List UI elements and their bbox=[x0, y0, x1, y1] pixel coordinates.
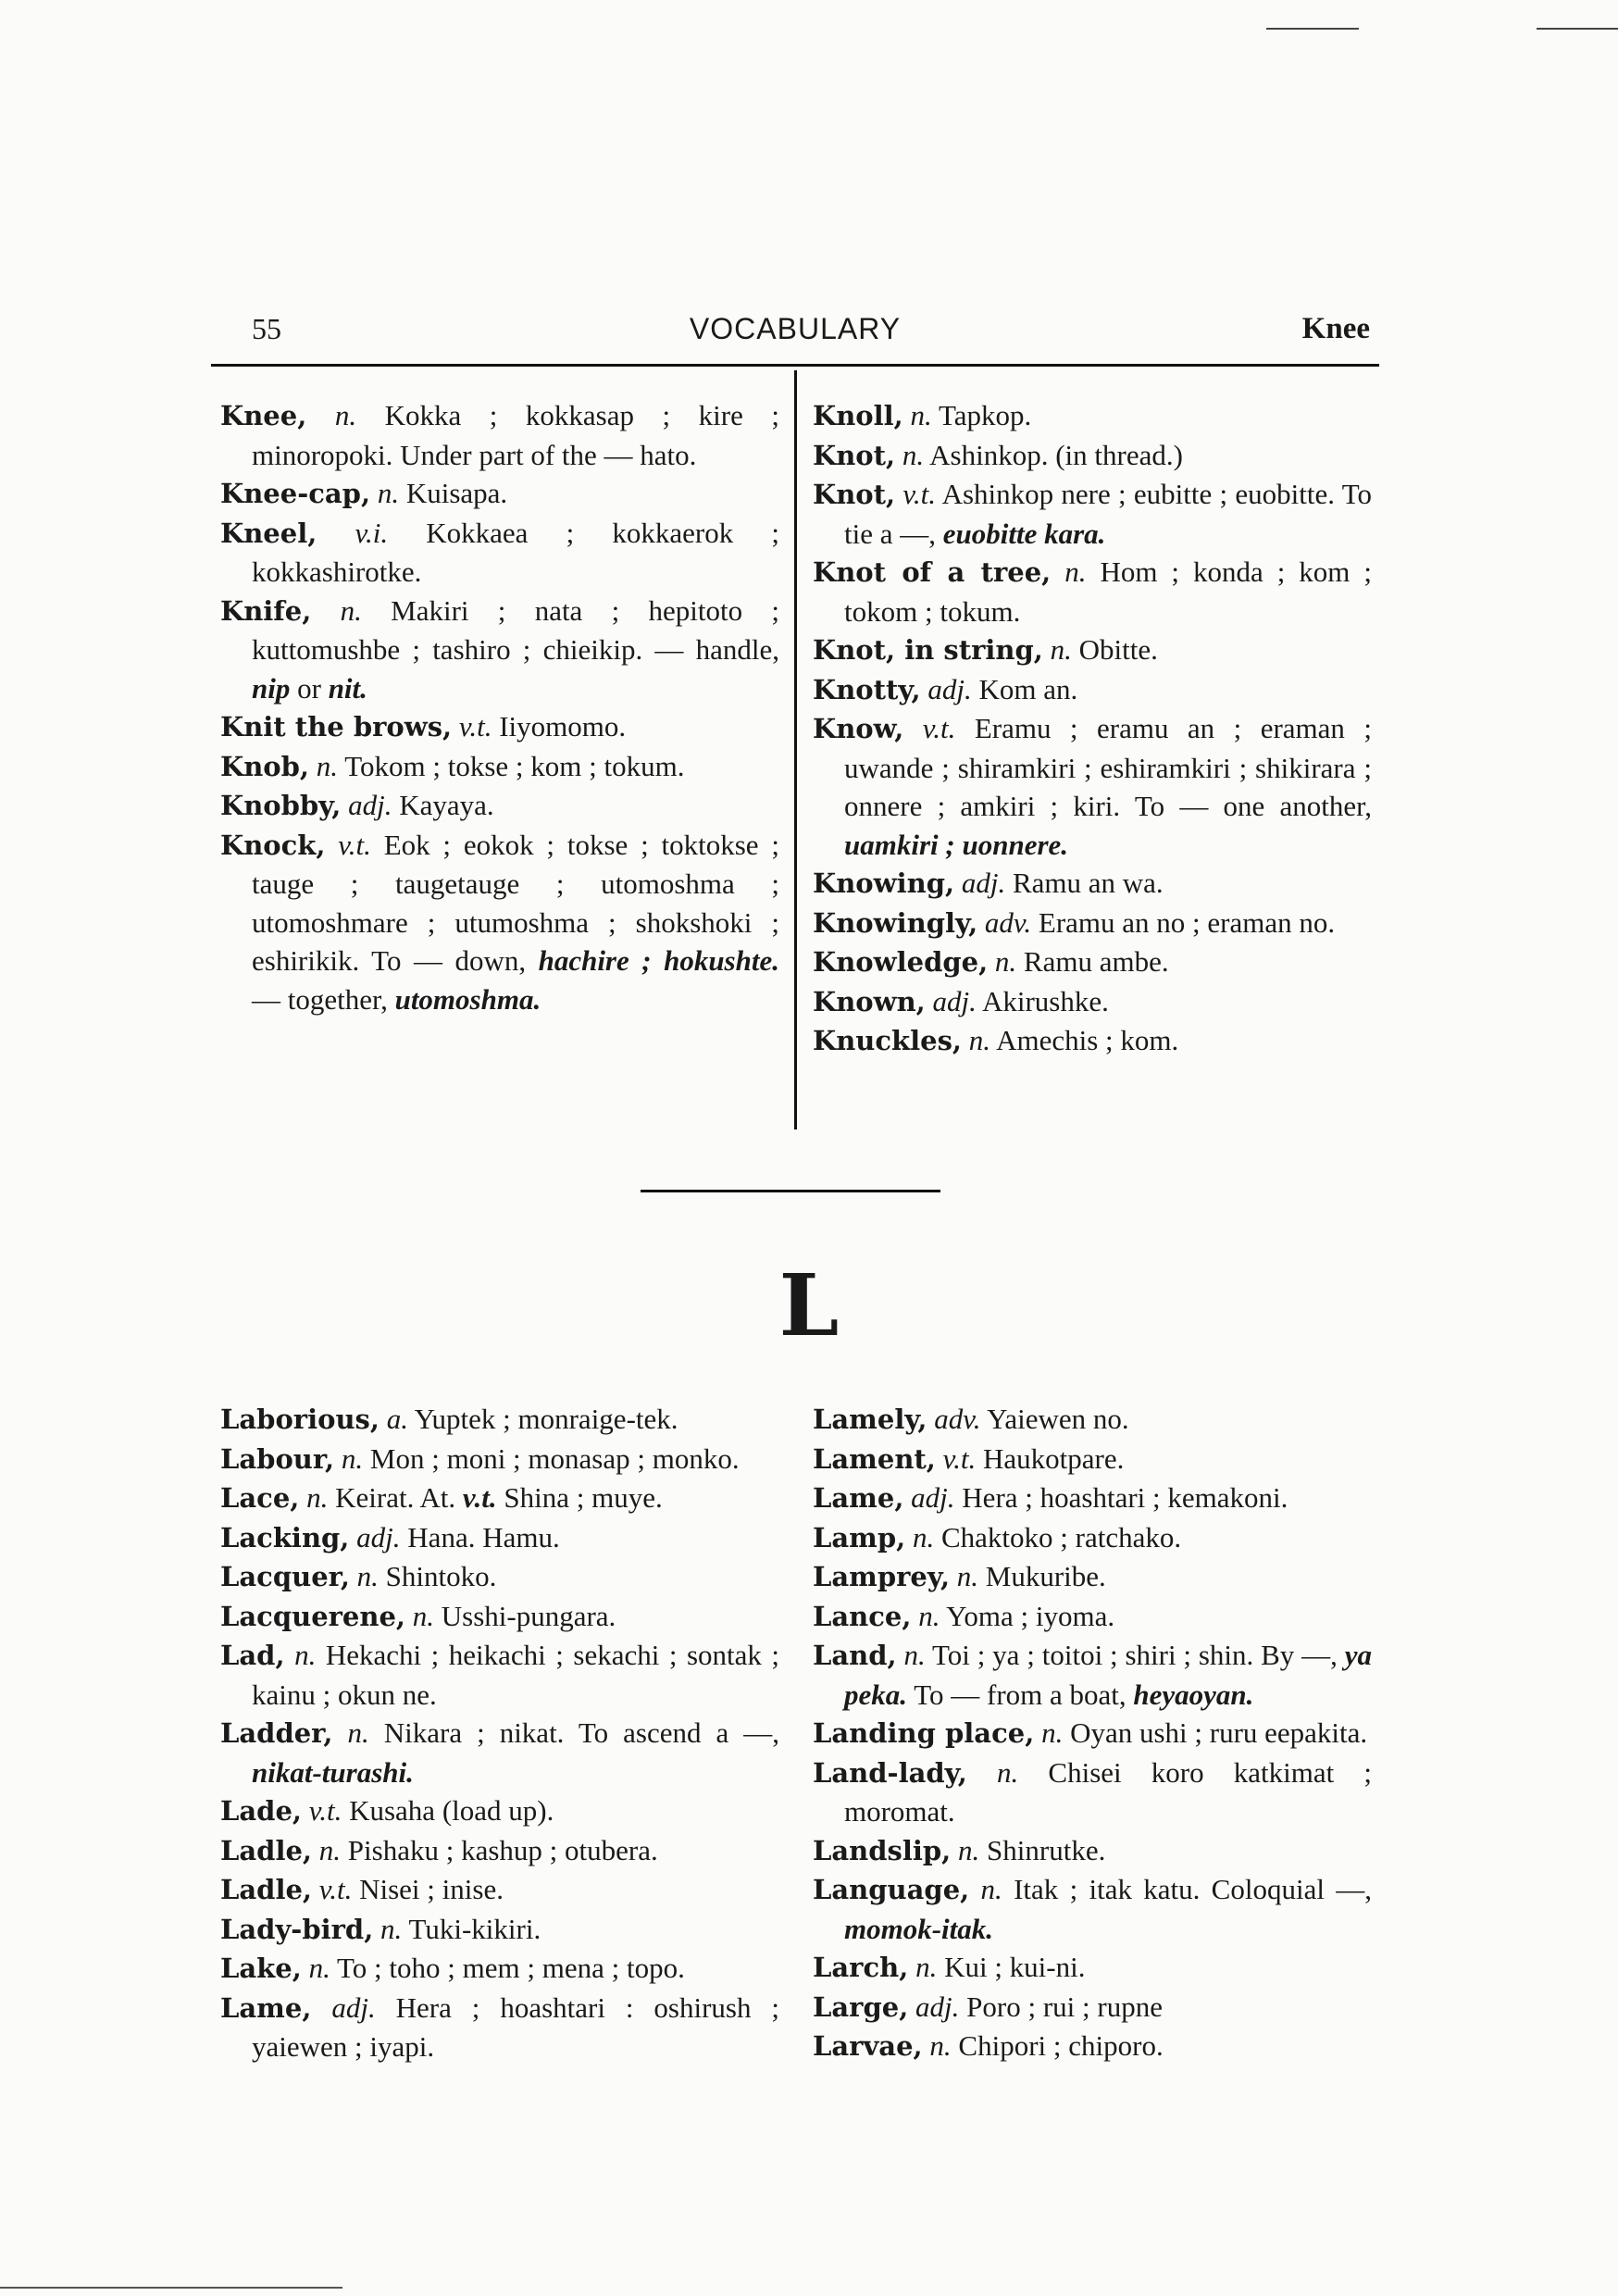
entry-part-of-speech: n. bbox=[958, 1833, 980, 1866]
entry-definition: Ramu an wa. bbox=[1012, 867, 1164, 899]
entry-headword: Knot, bbox=[813, 439, 896, 471]
footer-rule bbox=[0, 2287, 342, 2289]
entry-part-of-speech: v.t. bbox=[942, 1441, 977, 1475]
entry-part-of-speech: n. bbox=[316, 749, 339, 782]
entry-definition: Hom ; konda ; kom ; tokom ; tokum. bbox=[844, 555, 1372, 628]
entry-headword: Knock, bbox=[220, 829, 326, 861]
dictionary-entry bbox=[220, 474, 779, 514]
entry-part-of-speech: n. bbox=[412, 1599, 435, 1632]
dictionary-entry bbox=[220, 396, 779, 474]
entry-definition: Kayaya. bbox=[399, 789, 494, 821]
entry-headword: Knoll, bbox=[813, 400, 903, 431]
entry-part-of-speech: adj. bbox=[911, 1481, 955, 1514]
entry-definition: Yaiewen no. bbox=[987, 1403, 1129, 1435]
entry-definition: Amechis ; kom. bbox=[996, 1024, 1179, 1056]
entry-definition: Hana. Hamu. bbox=[407, 1520, 560, 1554]
k-left-column bbox=[220, 396, 779, 1018]
dictionary-entry bbox=[813, 1714, 1372, 1753]
entry-part-of-speech: n. bbox=[1064, 555, 1087, 588]
dictionary-entry bbox=[813, 2027, 1372, 2066]
entry-part-of-speech: n. bbox=[340, 593, 362, 627]
entry-part-of-speech: v.t. bbox=[318, 1873, 353, 1905]
dictionary-entry bbox=[813, 1518, 1372, 1558]
entry-italic: utomoshma. bbox=[394, 982, 541, 1016]
entry-definition-cont: Shina ; muye. bbox=[504, 1481, 663, 1514]
entry-definition: Kusaha (load up). bbox=[349, 1794, 554, 1827]
entry-definition: Usshi-pungara. bbox=[441, 1599, 616, 1632]
dictionary-entry bbox=[220, 1949, 779, 1989]
dictionary-entry bbox=[813, 630, 1372, 670]
entry-part-of-speech: n. bbox=[1041, 1716, 1064, 1749]
entry-part-of-speech: adj. bbox=[932, 984, 977, 1017]
entry-italic: euobitte kara. bbox=[942, 517, 1106, 550]
dictionary-entry bbox=[813, 1831, 1372, 1871]
dictionary-entry bbox=[813, 982, 1372, 1022]
dictionary-entry bbox=[813, 1021, 1372, 1061]
dictionary-entry bbox=[813, 1400, 1372, 1440]
entry-definition: Mon ; moni ; monasap ; monko. bbox=[369, 1441, 740, 1475]
entry-definition: Hera ; hoashtari ; kemakoni. bbox=[962, 1481, 1288, 1514]
entry-headword: Knuckles, bbox=[813, 1025, 963, 1056]
dictionary-entry bbox=[813, 864, 1372, 904]
dictionary-entry bbox=[220, 1557, 779, 1597]
entry-italic: heyaoyan. bbox=[1133, 1678, 1254, 1711]
entry-headword: Knot of a tree, bbox=[813, 556, 1052, 588]
entry-part-of-speech: n. bbox=[294, 1639, 317, 1671]
entry-headword: Lad, bbox=[220, 1640, 285, 1671]
entry-headword: Lace, bbox=[220, 1482, 300, 1514]
entry-definition: Tuki-kikiri. bbox=[408, 1912, 541, 1945]
l-right-column bbox=[813, 1400, 1372, 2066]
entry-part-of-speech: n. bbox=[915, 1951, 938, 1983]
entry-headword: Known, bbox=[813, 985, 926, 1017]
dictionary-entry bbox=[813, 1988, 1372, 2028]
entry-part-of-speech: n. bbox=[929, 2029, 952, 2062]
entry-part-of-speech: a. bbox=[386, 1403, 408, 1435]
entry-definition: Ashinkop nere ; eubitte ; euobitte. To tie a —, bbox=[844, 478, 1373, 550]
entry-definition: Poro ; rui ; rupne bbox=[966, 1990, 1163, 2023]
entry-part-of-speech: adj. bbox=[927, 672, 972, 705]
entry-definition: Eramu ; eramu an ; eraman ; uwande ; shiramkiri ; eshiramkiri ; shikirara ; onnere ; amkiri ; kiri. To — one another, bbox=[844, 712, 1373, 822]
entry-definition: Ramu ambe. bbox=[1023, 945, 1169, 978]
entry-part-of-speech: n. bbox=[356, 1560, 379, 1592]
entry-headword: Landslip, bbox=[813, 1834, 952, 1866]
entry-definition: Mukuribe. bbox=[985, 1560, 1106, 1592]
dictionary-entry bbox=[813, 1479, 1372, 1518]
entry-italic: uamkiri ; uonnere. bbox=[844, 828, 1069, 861]
dictionary-entry bbox=[220, 1518, 779, 1558]
entry-definition: Oyan ushi ; ruru eepakita. bbox=[1070, 1716, 1368, 1749]
entry-definition: Kom an. bbox=[978, 672, 1078, 705]
entry-definition: Eramu an no ; eraman no. bbox=[1038, 905, 1336, 939]
top-rule-2 bbox=[1537, 28, 1618, 30]
entry-definition: Kokkaea ; kokkaerok ; kokkashirotke. bbox=[252, 516, 780, 588]
entry-definition: Akirushke. bbox=[981, 984, 1109, 1017]
running-header bbox=[211, 307, 1379, 350]
entry-headword: Lady-bird, bbox=[220, 1913, 374, 1945]
dictionary-entry bbox=[220, 1597, 779, 1637]
dictionary-entry bbox=[813, 475, 1372, 553]
entry-part-of-speech: v.i. bbox=[355, 516, 389, 549]
entry-part-of-speech: n. bbox=[997, 1755, 1019, 1789]
entry-definition: Tapkop. bbox=[938, 399, 1032, 431]
dictionary-entry bbox=[813, 904, 1372, 943]
entry-headword: Lament, bbox=[813, 1442, 936, 1475]
entry-part-of-speech: n. bbox=[994, 945, 1017, 978]
entry-headword: Ladle, bbox=[220, 1834, 313, 1866]
entry-italic: nit. bbox=[328, 671, 367, 705]
dictionary-entry bbox=[220, 707, 779, 747]
entry-part-of-speech: n. bbox=[956, 1560, 979, 1592]
entry-headword: Knowing, bbox=[813, 867, 955, 899]
entry-definition: Yoma ; iyoma. bbox=[946, 1599, 1115, 1632]
page-title: VOCABULARY bbox=[689, 312, 902, 345]
dictionary-entry bbox=[813, 1870, 1372, 1948]
dictionary-entry bbox=[813, 1440, 1372, 1479]
entry-italic: nip bbox=[252, 671, 291, 705]
dictionary-entry bbox=[220, 1831, 779, 1871]
dictionary-entry bbox=[220, 747, 779, 787]
entry-definition: Chipori ; chiporo. bbox=[958, 2029, 1164, 2062]
entry-part-of-speech: n. bbox=[903, 1639, 926, 1671]
entry-definition: To ; toho ; mem ; mena ; topo. bbox=[337, 1952, 685, 1984]
entry-part-of-speech: v.t. bbox=[902, 478, 936, 510]
entry-headword: Lame, bbox=[813, 1482, 904, 1514]
dictionary-entry bbox=[220, 514, 779, 592]
entry-headword: Lance, bbox=[813, 1600, 912, 1632]
dictionary-entry bbox=[813, 553, 1372, 630]
entry-headword: Knowledge, bbox=[813, 946, 989, 978]
entry-headword: Ladder, bbox=[220, 1717, 333, 1749]
entry-definition: Toi ; ya ; toitoi ; shiri ; shin. By —, bbox=[932, 1639, 1338, 1671]
entry-part-of-speech: n. bbox=[377, 477, 400, 509]
entry-headword: Lamp, bbox=[813, 1521, 906, 1554]
entry-part-of-speech: n. bbox=[968, 1024, 991, 1056]
entry-definition: Shinrutke. bbox=[987, 1833, 1106, 1866]
entry-headword: Larvae, bbox=[813, 2030, 923, 2062]
page-number: 55 bbox=[252, 312, 281, 345]
entry-definition: Pishaku ; kashup ; otubera. bbox=[347, 1833, 658, 1866]
entry-headword: Lade, bbox=[220, 1795, 303, 1827]
k-column-divider bbox=[794, 370, 797, 1129]
entry-part-of-speech: n. bbox=[380, 1912, 403, 1945]
entry-part-of-speech: n. bbox=[913, 1520, 935, 1554]
entry-part-of-speech: adv. bbox=[984, 905, 1032, 939]
entry-definition: Yuptek ; monraige-tek. bbox=[414, 1403, 678, 1435]
dictionary-entry bbox=[220, 1400, 779, 1440]
entry-definition: Kokka ; kokkasap ; kire ; minoropoki. Under part of the — hato. bbox=[252, 399, 780, 471]
dictionary-entry bbox=[813, 1948, 1372, 1988]
entry-definition: Nikara ; nikat. To ascend a —, bbox=[383, 1716, 780, 1749]
entry-part-of-speech: adj. bbox=[961, 867, 1006, 899]
entry-part-of-speech: v.t. bbox=[308, 1794, 342, 1827]
entry-part-of-speech: adv. bbox=[934, 1403, 981, 1435]
entry-headword: Lamely, bbox=[813, 1404, 927, 1435]
entry-headword: Lamprey, bbox=[813, 1561, 951, 1592]
dictionary-entry bbox=[220, 1636, 779, 1714]
entry-headword: Knee, bbox=[220, 400, 307, 431]
dictionary-entry bbox=[220, 1714, 779, 1791]
entry-part-of-speech: n. bbox=[1050, 633, 1072, 666]
entry-part-of-speech: n. bbox=[334, 399, 357, 431]
entry-part-of-speech: n. bbox=[347, 1716, 369, 1749]
dictionary-entry bbox=[813, 709, 1372, 864]
entry-part-of-speech: adj. bbox=[356, 1520, 401, 1554]
dictionary-entry bbox=[813, 396, 1372, 436]
entry-headword: Ladle, bbox=[220, 1874, 313, 1905]
entry-definition: Hera ; hoashtari : oshirush ; yaiewen ; iyapi. bbox=[252, 1990, 780, 2063]
dictionary-entry bbox=[813, 1636, 1372, 1714]
entry-headword: Lacquer, bbox=[220, 1561, 350, 1592]
entry-headword: Knobby, bbox=[220, 790, 342, 821]
entry-definition: Chisei koro katkimat ; moromat. bbox=[844, 1755, 1372, 1828]
entry-headword: Language, bbox=[813, 1874, 970, 1905]
dictionary-entry bbox=[813, 942, 1372, 982]
entry-definition: Tokom ; tokse ; kom ; tokum. bbox=[344, 749, 685, 782]
l-left-column bbox=[220, 1400, 779, 2066]
entry-part-of-speech: n. bbox=[980, 1873, 1002, 1905]
entry-headword: Large, bbox=[813, 1990, 909, 2023]
dictionary-entry bbox=[813, 1597, 1372, 1637]
entry-part-of-speech: n. bbox=[902, 438, 925, 471]
entry-headword: Land-lady, bbox=[813, 1756, 967, 1789]
entry-headword: Knee-cap, bbox=[220, 478, 371, 509]
entry-headword: Landing place, bbox=[813, 1717, 1035, 1749]
dictionary-entry bbox=[220, 1791, 779, 1831]
entry-italic: nikat-turashi. bbox=[252, 1755, 414, 1789]
dictionary-entry bbox=[813, 670, 1372, 710]
section-letter: L bbox=[778, 1255, 840, 1355]
entry-definition: Hekachi ; heikachi ; sekachi ; sontak ; kainu ; okun ne. bbox=[252, 1639, 780, 1711]
dictionary-entry bbox=[220, 1910, 779, 1950]
entry-part-of-speech: adj. bbox=[348, 789, 392, 821]
entry-italic: momok-itak. bbox=[844, 1912, 994, 1945]
entry-definition-cont: — together, bbox=[252, 982, 388, 1016]
entry-definition: Haukotpare. bbox=[982, 1441, 1125, 1475]
entry-definition: Shintoko. bbox=[385, 1560, 497, 1592]
guide-word: Knee bbox=[1301, 312, 1370, 345]
entry-italic: v.t. bbox=[462, 1481, 497, 1514]
entry-definition: Obitte. bbox=[1078, 633, 1158, 666]
entry-headword: Knowingly, bbox=[813, 906, 978, 939]
dictionary-entry bbox=[220, 592, 779, 708]
entry-headword: Knit the brows, bbox=[220, 711, 453, 742]
dictionary-entry bbox=[220, 1479, 779, 1518]
entry-headword: Lacking, bbox=[220, 1521, 350, 1554]
dictionary-entry bbox=[813, 1753, 1372, 1831]
entry-definition: Kui ; kui-ni. bbox=[944, 1951, 1086, 1983]
header-rule bbox=[211, 364, 1379, 367]
section-divider bbox=[641, 1190, 940, 1192]
entry-headword: Laborious, bbox=[220, 1404, 380, 1435]
dictionary-entry bbox=[813, 436, 1372, 476]
entry-part-of-speech: n. bbox=[306, 1481, 329, 1514]
entry-definition: Ashinkop. (in thread.) bbox=[929, 438, 1183, 471]
entry-part-of-speech: v.t. bbox=[338, 828, 371, 861]
entry-headword: Lame, bbox=[220, 1991, 312, 2024]
entry-definition: Chaktoko ; ratchako. bbox=[941, 1520, 1182, 1554]
entry-definition: Makiri ; nata ; hepitoto ; kuttomushbe ; tashiro ; chieikip. — handle, bbox=[252, 593, 779, 666]
entry-headword: Larch, bbox=[813, 1952, 909, 1983]
entry-definition: Itak ; itak katu. Coloquial —, bbox=[1014, 1873, 1372, 1905]
entry-part-of-speech: n. bbox=[308, 1952, 330, 1984]
entry-definition-cont: or bbox=[297, 671, 321, 705]
dictionary-entry bbox=[220, 1870, 779, 1910]
dictionary-entry bbox=[813, 1557, 1372, 1597]
entry-headword: Knot, bbox=[813, 479, 896, 510]
entry-headword: Land, bbox=[813, 1640, 897, 1671]
entry-definition: Eok ; eokok ; tokse ; toktokse ; tauge ; taugetauge ; utomoshma ; utomoshmare ; utumoshma ; shokshoki ; eshirikik. To — down, bbox=[252, 828, 779, 977]
entry-part-of-speech: adj. bbox=[915, 1990, 960, 2023]
entry-headword: Lake, bbox=[220, 1953, 302, 1984]
entry-headword: Knife, bbox=[220, 594, 312, 627]
entry-headword: Kneel, bbox=[220, 517, 317, 549]
entry-definition: Kuisapa. bbox=[405, 477, 508, 509]
entry-headword: Know, bbox=[813, 713, 904, 744]
top-rule-1 bbox=[1266, 28, 1359, 30]
dictionary-entry bbox=[220, 1989, 779, 2066]
entry-headword: Lacquerene, bbox=[220, 1600, 406, 1632]
entry-headword: Labour, bbox=[220, 1442, 335, 1475]
entry-italic: ya peka. bbox=[844, 1639, 1373, 1711]
k-right-column bbox=[813, 396, 1372, 1061]
entry-headword: Knot, in string, bbox=[813, 634, 1043, 666]
dictionary-entry bbox=[220, 1440, 779, 1479]
entry-italic: hachire ; hokushte. bbox=[538, 944, 779, 977]
entry-definition-cont: To — from a boat, bbox=[914, 1678, 1126, 1711]
entry-part-of-speech: v.t. bbox=[922, 712, 956, 744]
entry-part-of-speech: n. bbox=[318, 1833, 342, 1866]
entry-definition: Keirat. At. bbox=[335, 1481, 456, 1514]
entry-part-of-speech: n. bbox=[910, 399, 932, 431]
dictionary-entry bbox=[220, 826, 779, 1019]
entry-part-of-speech: n. bbox=[341, 1441, 364, 1475]
dictionary-entry bbox=[220, 786, 779, 826]
entry-headword: Knotty, bbox=[813, 673, 921, 705]
entry-part-of-speech: v.t. bbox=[458, 710, 492, 742]
entry-part-of-speech: n. bbox=[918, 1599, 940, 1632]
entry-definition: Nisei ; inise. bbox=[359, 1873, 504, 1905]
entry-headword: Knob, bbox=[220, 750, 310, 782]
entry-definition: Iiyomomo. bbox=[499, 710, 627, 742]
entry-part-of-speech: adj. bbox=[331, 1990, 376, 2024]
